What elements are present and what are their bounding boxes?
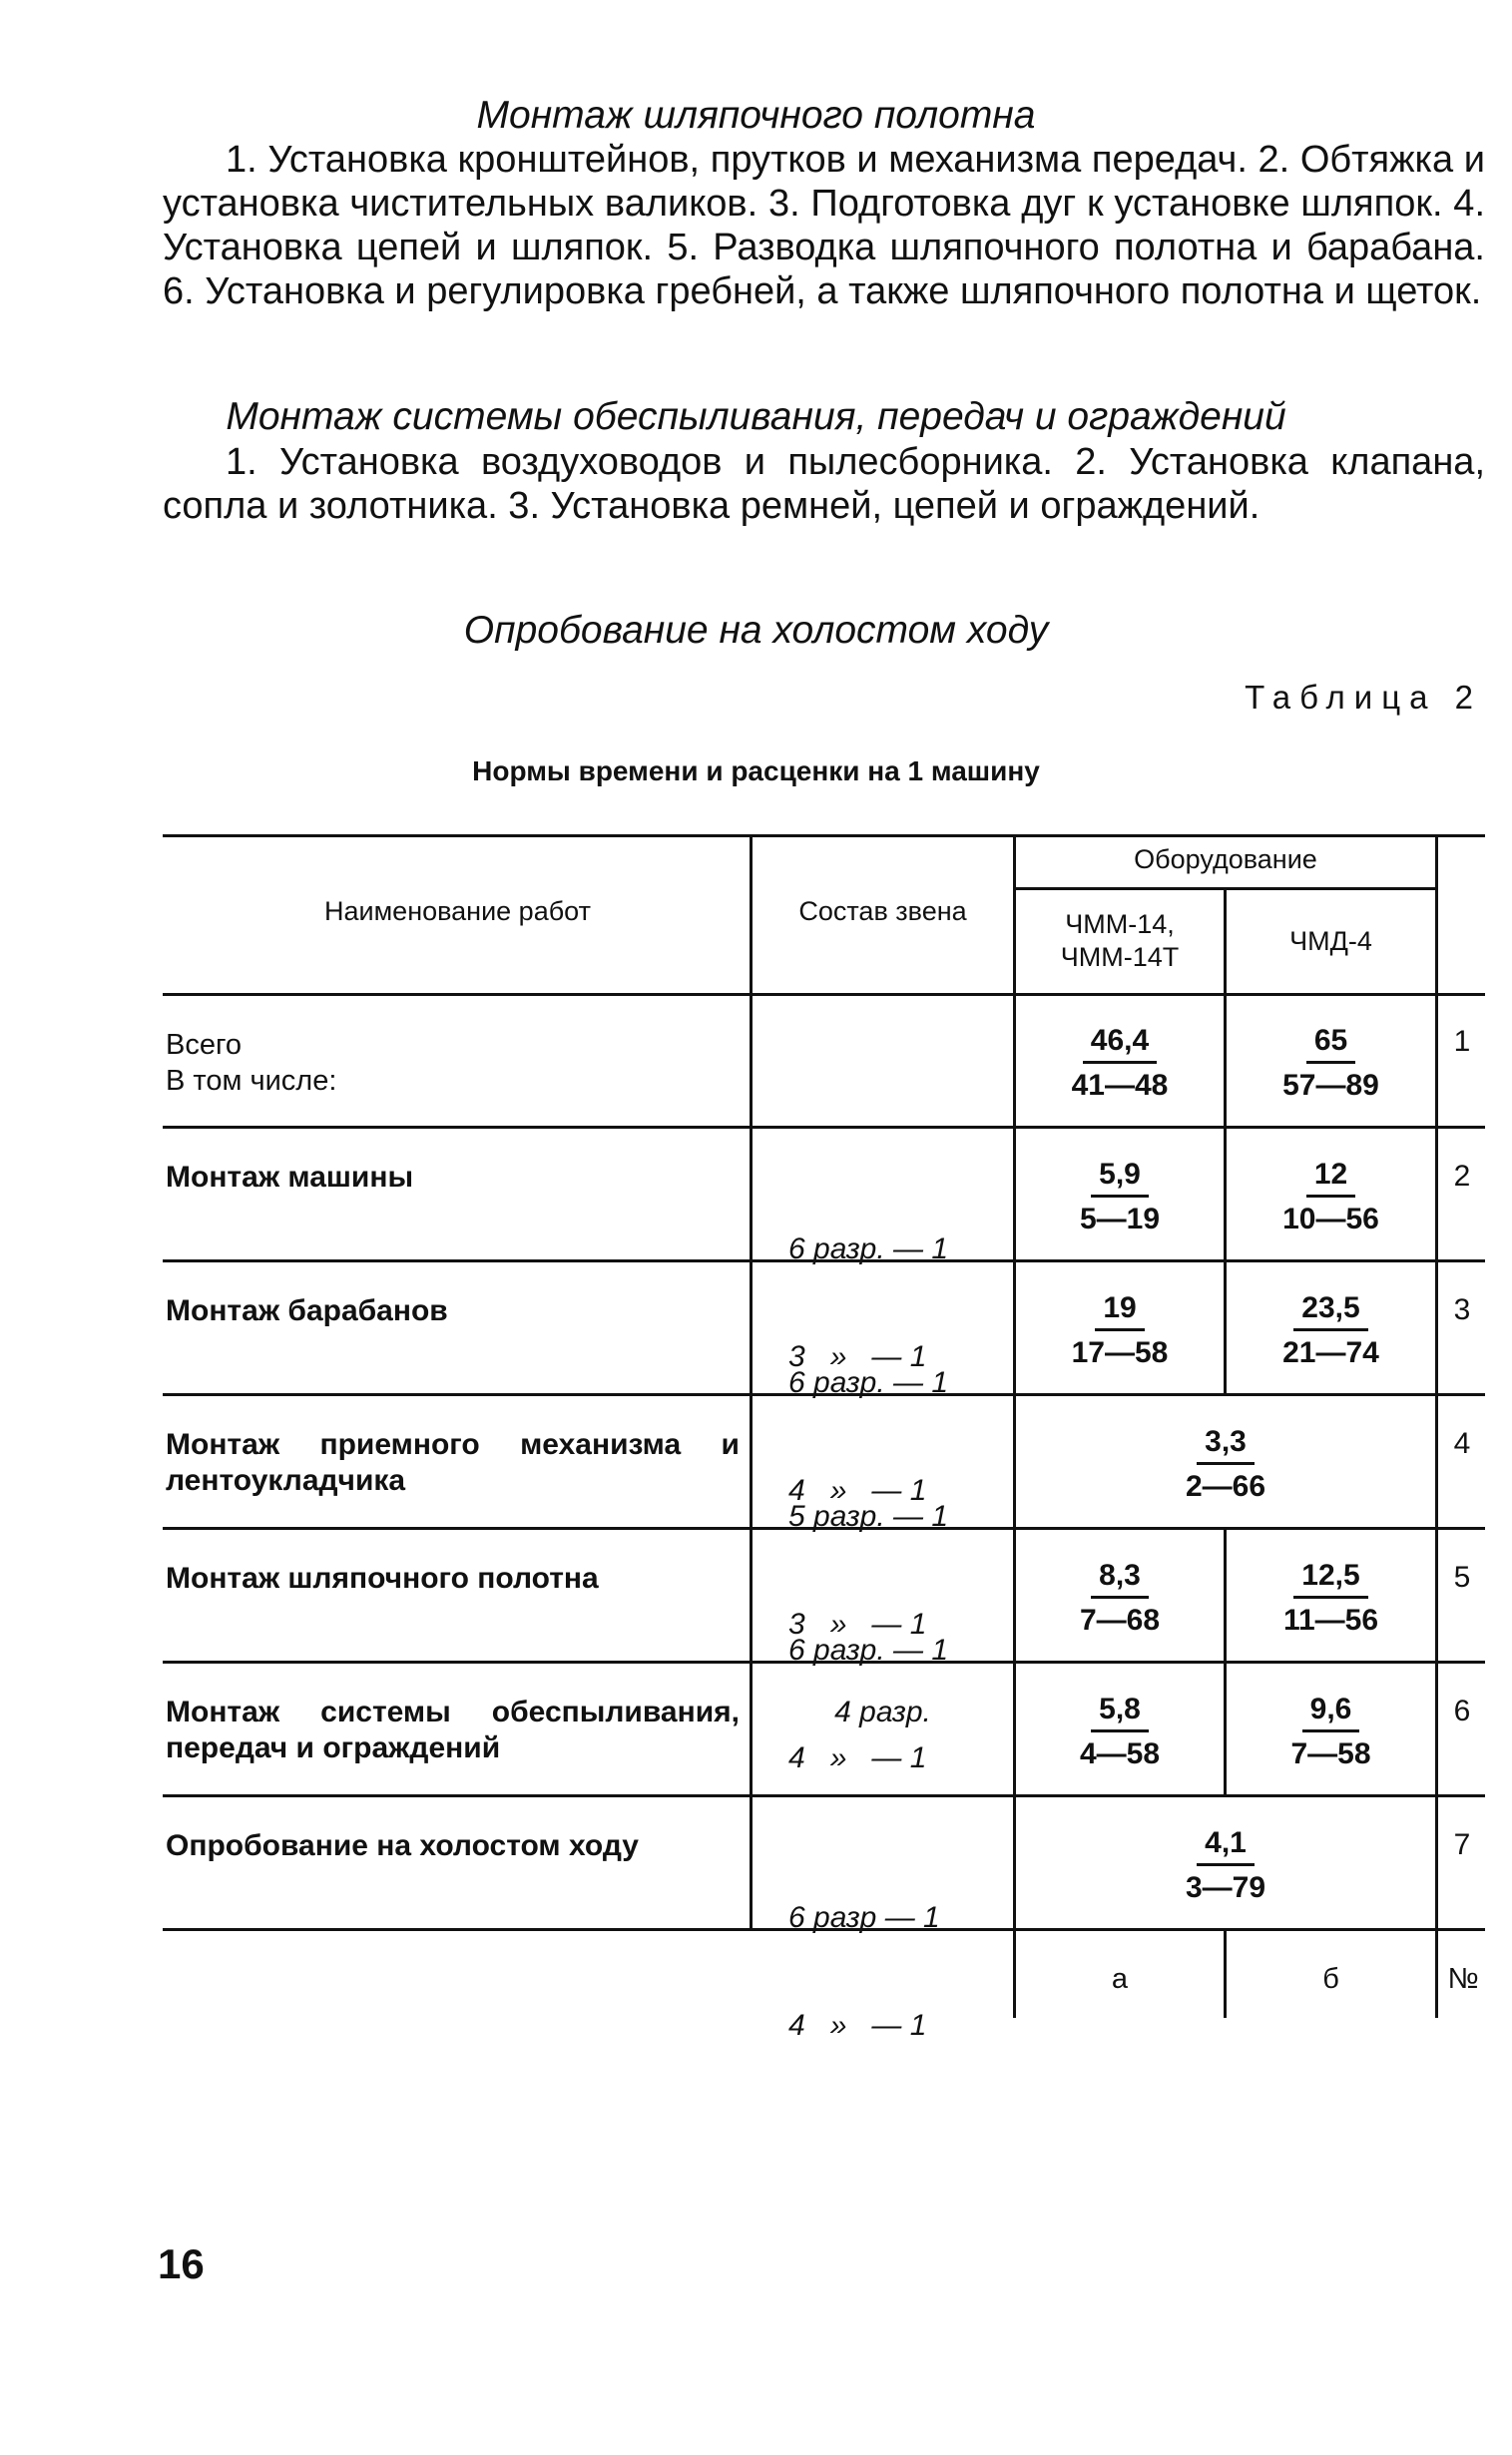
row-name: Монтаж машины (166, 1161, 414, 1194)
header-col-a: ЧММ-14, ЧММ-14Т (1060, 909, 1180, 972)
row-name: Всего В том числе: (166, 1029, 337, 1097)
row-name: Монтаж приемного механизма и лентоукладчика (166, 1428, 740, 1497)
row-crew: 6 разр. — 1 4 » — 1 (788, 1634, 949, 1774)
row-number: 1 (1453, 1025, 1471, 1058)
col-rule-no (1435, 834, 1438, 2018)
page-number: 16 (158, 2240, 205, 2287)
section-1-text: 1. Установка кронштейнов, прутков и механизма передач. 2. Обтяжка и установка чистительных валиков. 3. Подготовка дуг к установке шляпок. 4. Установка цепей и шляпок. 5. Разводка шляпочного полотна и барабана. 6. Установка и регулировка гребней, а также шляпочного полотна и щеток. (163, 139, 1485, 312)
section-1-title: Монтаж шляпочного полотна (476, 94, 1036, 137)
value-b: $\frac{9,6}{7—58}$ (1290, 1693, 1371, 1770)
value-b: $\frac{23,5}{21—74}$ (1282, 1291, 1379, 1369)
table-label: Таблица 2 (1245, 679, 1482, 716)
value-b: $\frac{65}{57—89}$ (1282, 1024, 1379, 1102)
row-name: Монтаж барабанов (166, 1294, 448, 1327)
row-name: Опробование на холостом ходу (166, 1829, 639, 1862)
row-crew: 4 разр. (834, 1696, 931, 1728)
value-a: $\frac{5,8}{4—58}$ (1079, 1693, 1161, 1770)
value-a: $\frac{5,9}{5—19}$ (1079, 1158, 1161, 1235)
section-2-text: 1. Установка воздуховодов и пылесборника. 2. Установка клапана, сопла и золотника. 3. Установка ремней, цепей и ограждений. (163, 441, 1485, 527)
row-number: 4 (1453, 1427, 1471, 1460)
footer-col-b: б (1322, 1963, 1339, 1995)
row-crew: 6 разр — 1 4 » — 1 (788, 1901, 940, 2042)
row-number: 3 (1453, 1293, 1471, 1326)
header-crew: Состав звена (798, 896, 967, 926)
footer-col-a: а (1111, 1963, 1129, 1995)
header-bottom-rule (163, 993, 1485, 996)
value-merged: $\frac{3,3}{2—66}$ (1185, 1425, 1266, 1503)
footer-col-no: № (1447, 1963, 1479, 1995)
header-name: Наименование работ (324, 896, 591, 926)
row-crew: 5 разр. — 1 3 » — 1 (788, 1500, 949, 1641)
row-name: Монтаж шляпочного полотна (166, 1562, 599, 1595)
table-top-rule (163, 834, 1485, 837)
row-crew: 6 разр. — 1 3 » — 1 (788, 1232, 949, 1373)
value-a: $\frac{19}{17—58}$ (1071, 1291, 1169, 1369)
row-number: 5 (1453, 1561, 1471, 1594)
header-col-b: ЧМД-4 (1289, 926, 1372, 956)
section-2-title: Монтаж системы обеспыливания, передач и ограждений (226, 395, 1286, 438)
row-number: 6 (1453, 1695, 1471, 1727)
table-title: Нормы времени и расценки на 1 машину (472, 755, 1040, 786)
row-rule (163, 1126, 1485, 1129)
col-rule-crew (750, 834, 753, 1928)
section-3-title: Опробование на холостом ходу (463, 609, 1049, 652)
value-b: $\frac{12,5}{11—56}$ (1282, 1559, 1379, 1637)
row-number: 2 (1453, 1160, 1471, 1193)
header-equipment: Оборудование (1134, 844, 1317, 874)
value-a: $\frac{46,4}{41—48}$ (1071, 1024, 1169, 1102)
value-merged: $\frac{4,1}{3—79}$ (1185, 1826, 1266, 1904)
value-b: $\frac{12}{10—56}$ (1282, 1158, 1379, 1235)
value-a: $\frac{8,3}{7—68}$ (1079, 1559, 1161, 1637)
row-name: Монтаж системы обеспыливания, передач и ограждений (166, 1696, 740, 1764)
row-crew: 6 разр. — 1 4 » — 1 (788, 1366, 949, 1507)
row-number: 7 (1453, 1828, 1471, 1861)
